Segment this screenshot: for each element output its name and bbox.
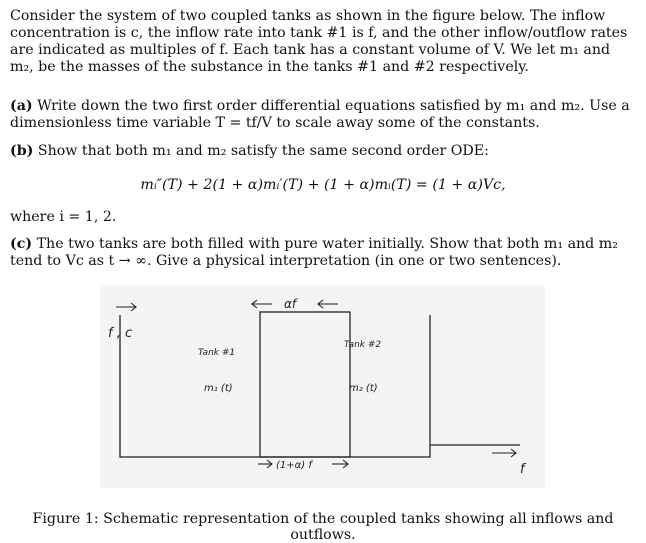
tank-figure	[100, 285, 545, 488]
figure-caption: Figure 1: Schematic representation of the coupled tanks showing all inflows and outflows.	[32, 511, 614, 543]
part-c-text: The two tanks are both filled with pure water initially. Show that both m₁ and m₂ tend to Vc as t → ∞. Give a physical interpretation (in one or two sentences).	[10, 236, 618, 269]
flow-arrows	[116, 300, 516, 468]
ode-equation: mᵢ″(T) + 2(1 + α)mᵢ′(T) + (1 + α)mᵢ(T) = (1 + α)Vc,	[140, 177, 506, 193]
tank1-mass: m₁ (t)	[204, 383, 233, 394]
part-c-label: (c)	[10, 236, 33, 252]
part-a-text: Write down the two first order differential equations satisfied by m₁ and m₂. Use a	[32, 98, 630, 114]
tank-outline	[120, 312, 520, 457]
top-flow-label: αf	[284, 297, 297, 311]
tank1-label: Tank #1	[198, 348, 236, 358]
part-a-line2: dimensionless time variable T = tf/V to scale away some of the constants.	[10, 115, 540, 131]
part-a	[10, 98, 636, 132]
where-clause: where i = 1, 2.	[10, 209, 117, 225]
part-b	[10, 143, 636, 160]
tank2-label: Tank #2	[344, 340, 382, 350]
inflow-label: f , c	[108, 326, 133, 341]
part-c	[10, 236, 636, 270]
part-a-label: (a)	[10, 98, 33, 114]
part-b-text: Show that both m₁ and m₂ satisfy the same second order ODE:	[33, 143, 489, 159]
outflow-label: f	[520, 462, 525, 477]
intro-paragraph: Consider the system of two coupled tanks as shown in the figure below. The inflow concentration is c, the inflow rate into tank #1 is f, and the other inflow/outflow rates are indicated as multiples of f. Each tank has a constant volume of V. We let m₁ and m₂, be the masses of the substance in the tanks #1 and #2 respectively.	[10, 8, 628, 75]
bottom-flow-label: (1+α) f	[276, 460, 312, 471]
tank-schematic	[100, 285, 545, 488]
part-b-label: (b)	[10, 143, 34, 159]
tank2-mass: m₂ (t)	[349, 383, 378, 394]
